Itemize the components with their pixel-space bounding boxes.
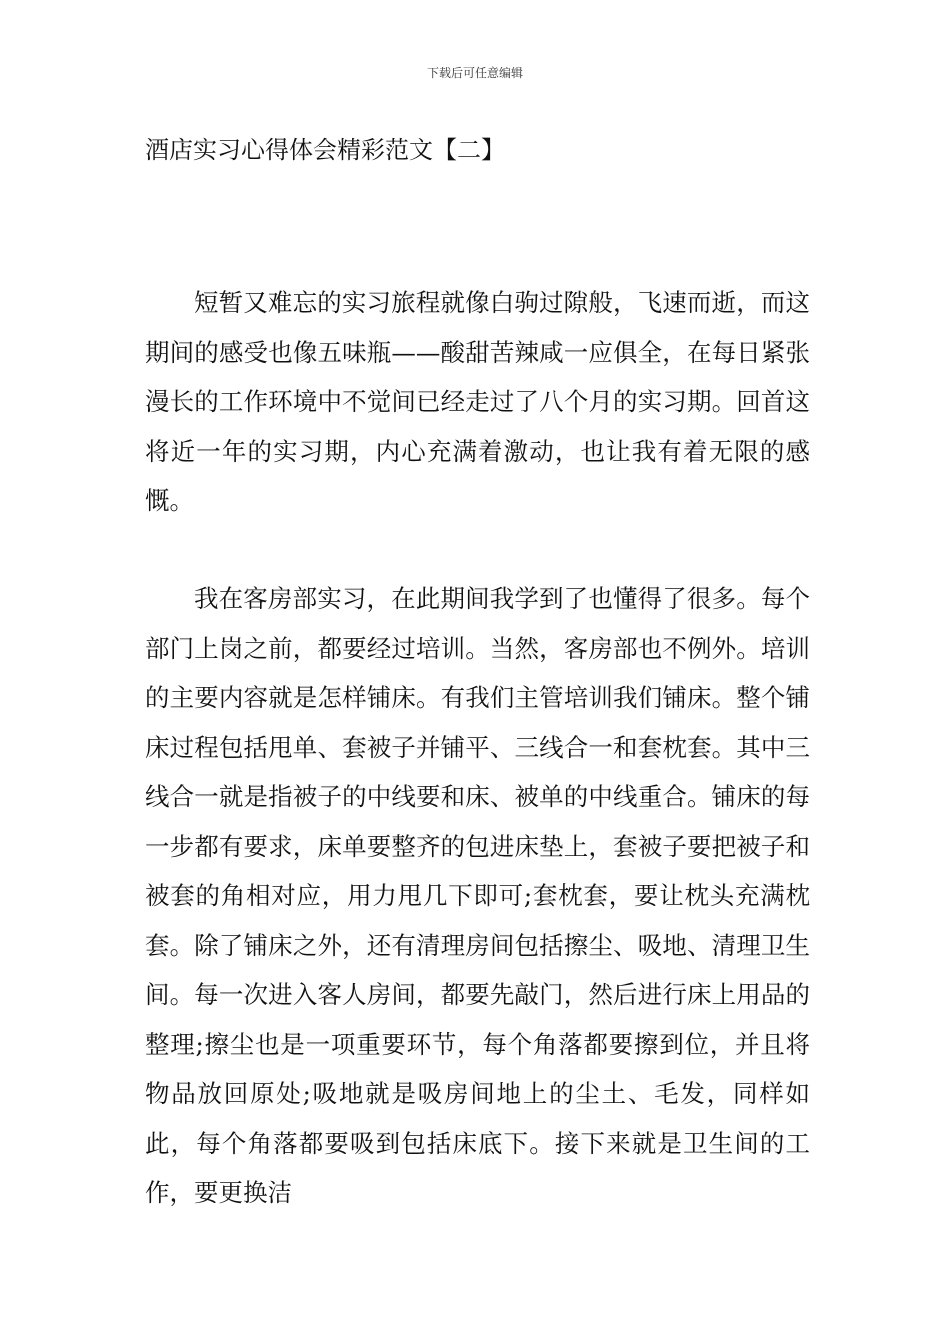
document-title: 酒店实习心得体会精彩范文【二】 — [145, 136, 505, 164]
page-header-note: 下载后可任意编辑 — [426, 66, 523, 80]
paragraph-1-container — [145, 278, 810, 526]
paragraph-2: 我在客房部实习，在此期间我学到了也懂得了很多。每个部门上岗之前，都要经过培训。当然，客房部也不例外。培训的主要内容就是怎样铺床。有我们主管培训我们铺床。整个铺床过程包括甩单、套被子并铺平、三线合一和套枕套。其中三线合一就是指被子的中线要和床、被单的中线重合。铺床的每一步都有要求，床单要整齐的包进床垫上，套被子要把被子和被套的角相对应，用力甩几下即可;套枕套，要让枕头充满枕套。除了铺床之外，还有清理房间包括擦尘、吸地、清理卫生间。每一次进入客人房间，都要先敲门，然后进行床上用品的整理;擦尘也是一项重要环节，每个角落都要擦到位，并且将物品放回原处;吸地就是吸房间地上的尘土、毛发，同样如此，每个角落都要吸到包括床底下。接下来就是卫生间的工作，要更换洁 — [145, 584, 810, 1207]
paragraph-2-container — [145, 574, 810, 1218]
paragraph-1: 短暂又难忘的实习旅程就像白驹过隙般，飞速而逝，而这期间的感受也像五味瓶——酸甜苦辣咸一应俱全，在每日紧张漫长的工作环境中不觉间已经走过了八个月的实习期。回首这将近一年的实习期，内心充满着激动，也让我有着无限的感慨。 — [145, 288, 810, 515]
